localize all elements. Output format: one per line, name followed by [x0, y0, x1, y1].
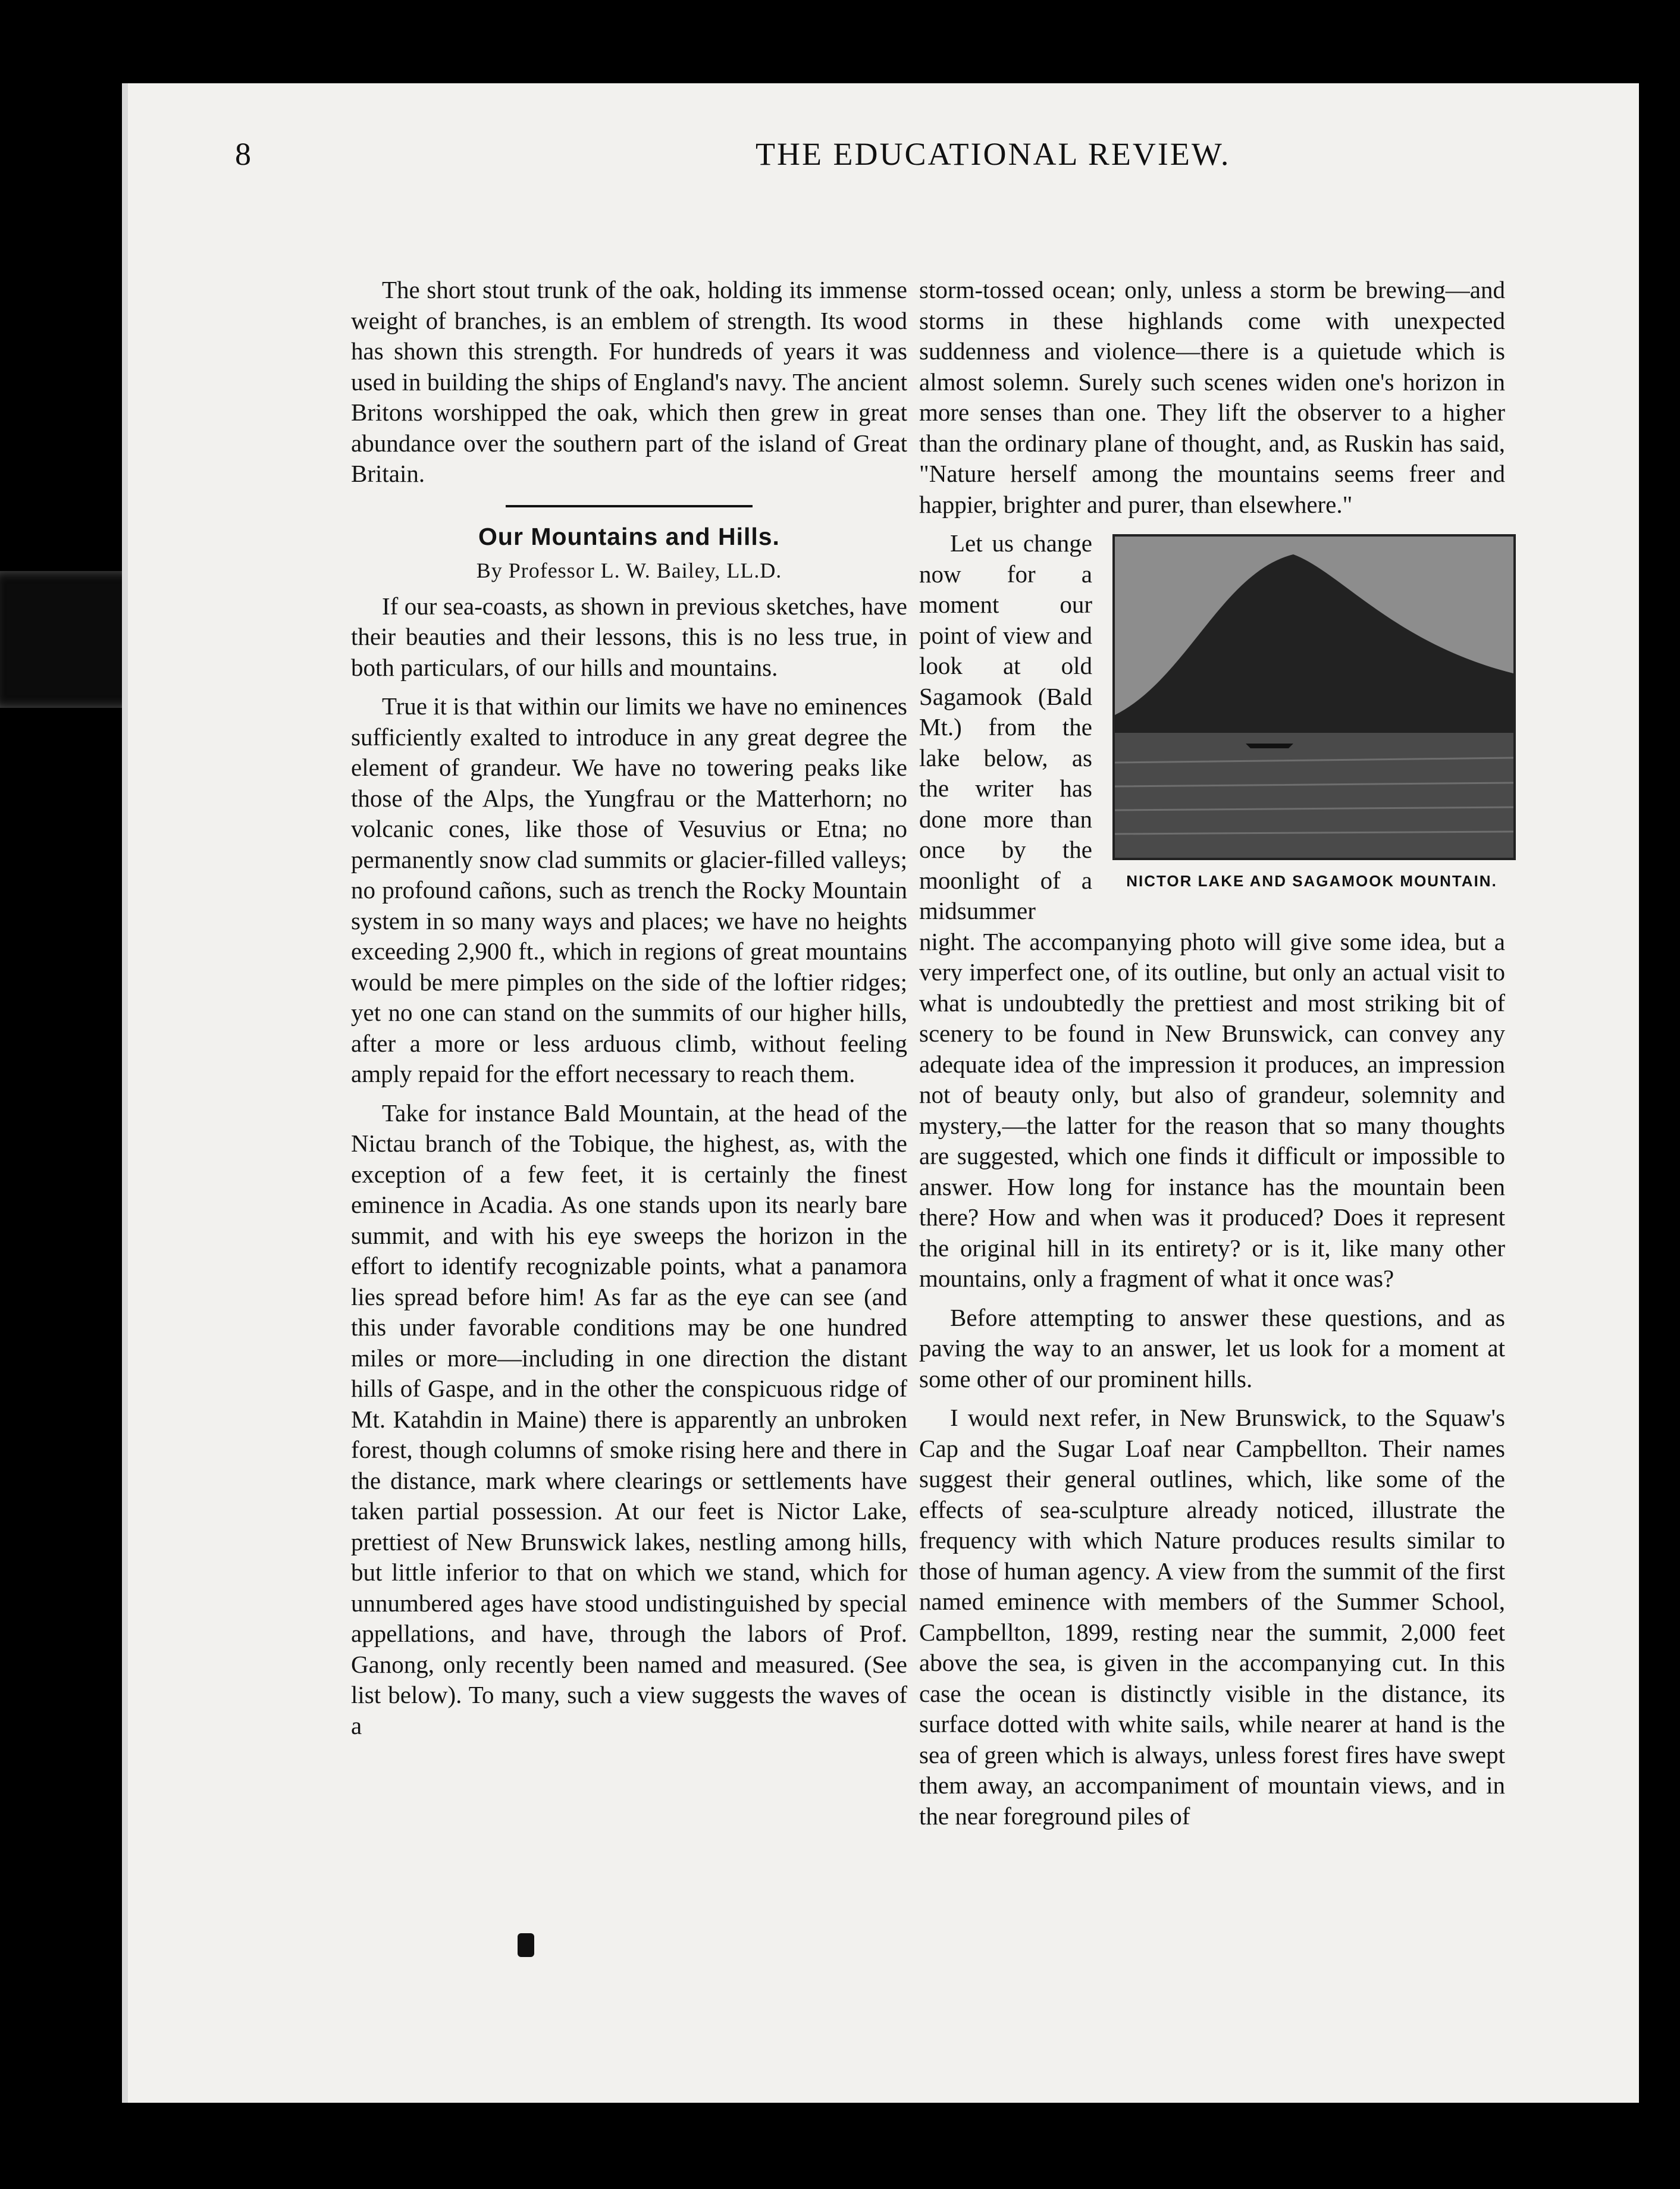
right-column [919, 275, 1505, 1840]
journal-title: THE EDUCATIONAL REVIEW. [756, 136, 1231, 172]
article-title: Our Mountains and Hills. [478, 522, 780, 550]
left-column [351, 275, 907, 1749]
body-paragraph: Take for instance Bald Mountain, at the head of the Nictau branch of the Tobique, the highest, as, with the exception of a few feet, it is certainly the finest eminence in Acadia. As one stands upon its nearly bare summit, and with his eye sweeps the horizon in the effort to identify recognizable points, what a panamora lies spread before him! As far as the eye can see (and this under favorable conditions may be one hundred miles or more—including in one direction the distant hills of Gaspe, and in the other the conspicuous ridge of Mt. Katahdin in Maine) there is apparently an unbroken forest, though columns of smoke rising here and there in the distance, mark where clearings or settlements have taken partial possession. At our feet is Nictor Lake, prettiest of New Brunswick lakes, nestling among hills, but little inferior to that on which we stand, which for unnumbered ages have stood undistinguished by special appellations, and have, through the labors of Prof. Ganong, only recently been named and measured. (See list below). To many, such a view suggests the waves of a [351, 1099, 907, 1739]
page-number: 8 [235, 136, 251, 172]
photo-figure [1107, 534, 1517, 897]
continued-paragraph: storm-tossed ocean; only, unless a storm be brewing—and storms in these highlands come with unexpected suddenness and violence—there is a quietude which is almost solemn. Surely such scenes widen one's horizon in more senses than one. They lift the observer to a higher than the ordinary plane of thought, and, as Ruskin has said, "Nature herself among the mountains seems freer and happier, brighter and purer, than elsewhere." [919, 276, 1505, 518]
ink-blot [518, 1933, 534, 1957]
body-paragraph: If our sea-coasts, as shown in previous sketches, have their beauties and their lessons, this is no less true, in both particulars, of our hills and mountains. [351, 592, 907, 681]
lake-mountain-photo [1112, 534, 1516, 860]
article-byline: By Professor L. W. Bailey, LL.D. [476, 559, 782, 582]
figure-caption: NICTOR LAKE AND SAGAMOOK MOUNTAIN. [1126, 872, 1497, 890]
body-paragraph: Before attempting to answer these questions, and as paving the way to an answer, let us look for a moment at some other of our prominent hills. [919, 1303, 1505, 1393]
body-paragraph: I would next refer, in New Brunswick, to the Squaw's Cap and the Sugar Loaf near Campbellton. Their names suggest their general outlines, which, like some of the effects of sea-sculpture already noticed, illustrate the frequency with which Nature produces results similar to those of human agency. A view from the summit of the first named eminence with members of the Summer School, Campbellton, 1899, resting near the summit, 2,000 feet above the sea, is given in the accompanying cut. In this case the ocean is distinctly visible in the distance, its surface dotted with white sails, while nearer at hand is the sea of green which is always, unless forest fires have swept them away, an accompaniment of mountain views, and in the near foreground piles of [919, 1404, 1505, 1830]
oak-paragraph: The short stout trunk of the oak, holding its immense weight of branches, is an emblem of strength. Its wood has shown this strength. For hundreds of years it was used in building the ships of England's navy. The ancient Britons worshipped the oak, which then grew in great abundance over the southern part of the island of Great Britain. [351, 276, 907, 487]
page-header [235, 136, 1306, 189]
section-divider [506, 505, 753, 507]
body-paragraph: Let us change now for a moment our point of view and look at old Sagamook (Bald Mt.) from the lake below, as the writer has done more than once by the moonlight of a midsummer night. The accompanying photo will give some idea, but a very imperfect one, of its outline, but only an actual visit to what is undoubtedly the prettiest and most striking bit of scenery to be found in New Brunswick, can convey any adequate idea of the impression it produces, an impression not of beauty only, but also of grandeur, solemnity and mystery,—the latter for the reason that so many thoughts are suggested, which one finds it difficult or impossible to answer. How long for instance has the mountain been there? How and when was it produced? Does it represent the original hill in its entirety? or is it, like many other mountains, only a fragment of what it once was? [919, 529, 1505, 1292]
body-paragraph: True it is that within our limits we have no eminences sufficiently exalted to introduce in any great degree the element of grandeur. We have no towering peaks like those of the Alps, the Yungfrau or the Matterhorn; no volcanic cones, like those of Vesuvius or Etna; no permanently snow clad summits or glacier-filled valleys; no profound cañons, such as trench the Rocky Mountain system in so many ways and places; we have no heights exceeding 2,900 ft., which in regions of great mountains would be mere pimples on the side of the loftier ridges; yet no one can stand on the summits of our higher hills, after a more or less arduous climb, without feeling amply repaid for the effort necessary to reach them. [351, 692, 907, 1087]
